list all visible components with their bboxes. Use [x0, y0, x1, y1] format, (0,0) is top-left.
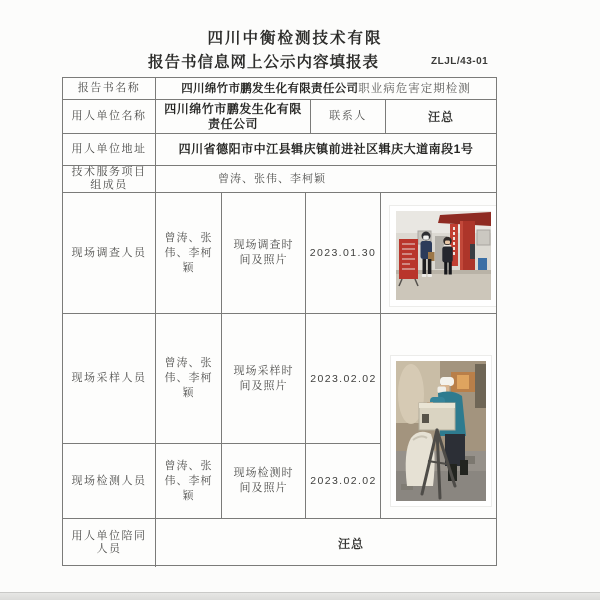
site-sampling-time-label: 现场采样时间及照片 [222, 314, 306, 443]
row-site-detection [63, 444, 380, 518]
site-survey-date: 2023.01.30 [306, 193, 381, 313]
site-sampling-photo-cell [381, 314, 496, 518]
document-code: ZLJL/43-01 [431, 56, 489, 67]
contact-value: 汪总 [427, 110, 454, 124]
report-name-company: 四川绵竹市鹏发生化有限责任公司 [181, 82, 359, 95]
survey-photo-illustration [390, 206, 496, 306]
report-info-table [62, 77, 497, 566]
sampling-photo [391, 356, 491, 506]
survey-photo [390, 206, 496, 306]
row-escort [63, 519, 496, 567]
escort-label: 用人单位陪同人员 [63, 519, 156, 567]
employer-address-label: 用人单位地址 [63, 134, 156, 165]
project-team-value: 曾涛、张伟、李柯颖 [218, 172, 326, 185]
row-site-survey [63, 193, 496, 314]
site-sampling-label: 现场采样人员 [63, 314, 156, 443]
sampling-photo-illustration [391, 356, 491, 506]
contact-label: 联系人 [311, 100, 386, 133]
row-report-name [63, 78, 496, 100]
site-detection-time-label: 现场检测时间及照片 [222, 444, 306, 518]
report-name-label: 报告书名称 [63, 78, 156, 99]
row-site-sampling [63, 314, 380, 444]
site-survey-names: 曾涛、张伟、李柯颖 [156, 193, 222, 313]
report-name-suffix: 职业病危害定期检测 [358, 82, 471, 95]
project-team-label: 技术服务项目组成员 [63, 166, 156, 192]
site-detection-names: 曾涛、张伟、李柯颖 [156, 444, 222, 518]
scan-edge-shadow [0, 592, 600, 600]
row-employer-address [63, 134, 496, 166]
row-project-team [63, 166, 496, 193]
site-survey-photo-cell [381, 193, 496, 313]
employer-address-value: 四川省德阳市中江县辑庆镇前进社区辑庆大道南段1号 [178, 142, 474, 156]
site-sampling-date: 2023.02.02 [310, 372, 377, 385]
site-survey-label: 现场调查人员 [63, 193, 156, 313]
site-survey-time-label: 现场调查时间及照片 [222, 193, 306, 313]
escort-value: 汪总 [337, 536, 364, 551]
site-detection-label: 现场检测人员 [63, 444, 156, 518]
document-title-line1: 四川中衡检测技术有限 [207, 30, 383, 47]
employer-name-value: 四川绵竹市鹏发生化有限责任公司 [156, 100, 311, 133]
document-title-line2: 报告书信息网上公示内容填报表 [148, 54, 380, 71]
employer-name-label: 用人单位名称 [63, 100, 156, 133]
site-sampling-names: 曾涛、张伟、李柯颖 [156, 314, 222, 443]
rows-sampling-detection [63, 314, 496, 519]
report-name-value [156, 78, 496, 99]
row-employer-name [63, 100, 496, 134]
site-detection-date: 2023.02.02 [310, 475, 377, 487]
